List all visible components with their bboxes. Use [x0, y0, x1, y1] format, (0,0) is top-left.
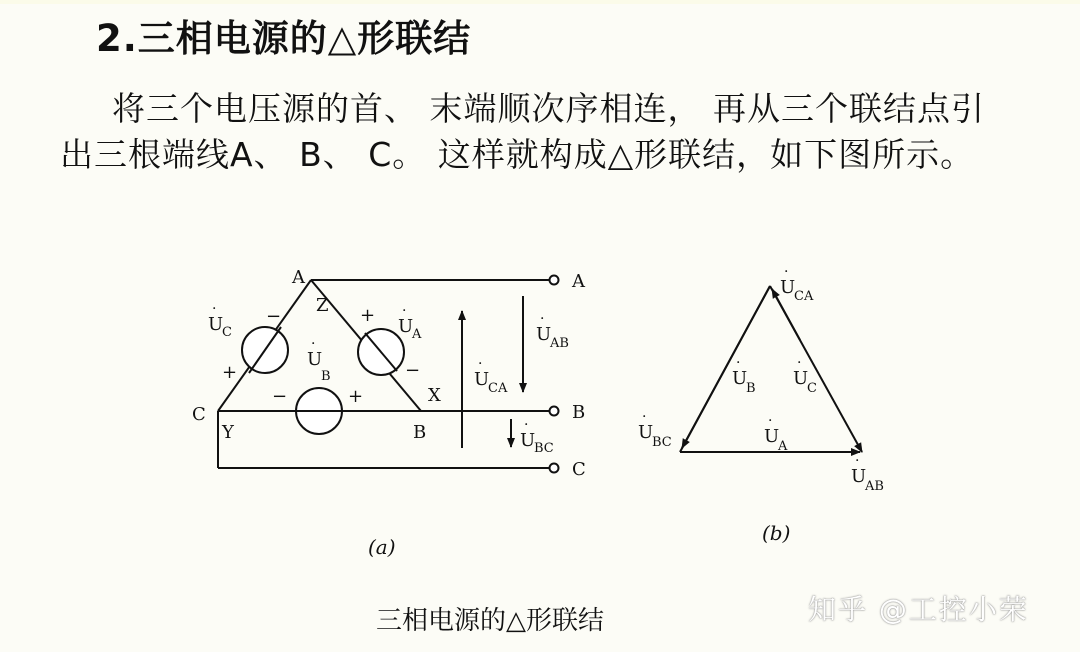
- node-label-x: X: [428, 385, 441, 406]
- source-b-sub: B: [321, 369, 331, 384]
- svg-text:·: ·: [311, 336, 316, 352]
- uab-sub: AB: [550, 336, 569, 351]
- terminal-dot-b: [550, 407, 559, 416]
- figure-a-labels: [192, 267, 586, 559]
- terminal-label-c: C: [572, 459, 586, 480]
- vec-uab-symbol: U: [851, 466, 867, 487]
- ubc-symbol: U: [520, 430, 536, 451]
- svg-text:·: ·: [797, 355, 802, 371]
- svg-text:·: ·: [540, 311, 545, 327]
- source-c-plus: +: [222, 362, 238, 383]
- source-c-minus: −: [266, 306, 282, 327]
- vec-ua-sub: A: [778, 439, 788, 454]
- uca-sub: CA: [488, 381, 508, 396]
- svg-text:·: ·: [736, 355, 741, 371]
- node-label-z: Z: [316, 295, 329, 316]
- node-label-a: A: [292, 267, 305, 288]
- terminal-dot-a: [550, 276, 559, 285]
- source-a-plus: +: [360, 305, 376, 326]
- figure-b-label: (b): [762, 521, 791, 545]
- source-b-minus: −: [272, 386, 288, 407]
- vec-uc-sub: C: [807, 381, 817, 396]
- vec-ua-symbol: U: [764, 426, 780, 447]
- source-b-symbol: U: [307, 349, 323, 370]
- source-b-plus: +: [348, 386, 364, 407]
- svg-text:·: ·: [402, 303, 407, 319]
- terminal-label-a: A: [572, 271, 585, 292]
- source-a-sub: A: [412, 327, 422, 342]
- vec-uca-symbol: U: [780, 277, 796, 298]
- terminal-label-b: B: [572, 402, 586, 423]
- figure-b-labels: [638, 264, 884, 545]
- node-label-c: C: [192, 404, 206, 425]
- description-paragraph: 将三个电压源的首、 末端顺次序相连， 再从三个联结点引出三根端线A、 B、 C。 这样就构成△形联结，如下图所示。: [60, 89, 985, 174]
- uab-symbol: U: [536, 324, 552, 345]
- figure-caption: 三相电源的△形联结: [376, 606, 604, 636]
- uca-symbol: U: [474, 369, 490, 390]
- source-c-symbol: U: [208, 314, 224, 335]
- vec-uca-sub: CA: [794, 289, 814, 304]
- svg-text:·: ·: [212, 301, 217, 317]
- svg-text:·: ·: [768, 413, 773, 429]
- svg-text:·: ·: [478, 356, 483, 372]
- vec-ub-sub: B: [746, 381, 756, 396]
- vector-ubc: [682, 286, 773, 448]
- figure-a-label: (a): [368, 535, 396, 559]
- source-a-symbol: U: [398, 316, 414, 337]
- vec-ub-symbol: U: [732, 368, 748, 389]
- vec-uc-symbol: U: [793, 368, 809, 389]
- svg-text:·: ·: [784, 264, 789, 280]
- watermark: 知乎 @工控小荣: [808, 593, 1029, 626]
- svg-text:·: ·: [855, 453, 860, 469]
- svg-text:·: ·: [642, 409, 647, 425]
- source-a-minus: −: [405, 360, 421, 381]
- node-label-b: B: [413, 422, 427, 443]
- vec-uab-sub: AB: [865, 479, 884, 494]
- svg-text:·: ·: [524, 417, 529, 433]
- terminal-dot-c: [550, 464, 559, 473]
- vec-ubc-sub: BC: [652, 435, 672, 450]
- node-label-y: Y: [222, 422, 234, 443]
- vec-ubc-symbol: U: [638, 422, 654, 443]
- section-heading: 2.三相电源的△形联结: [96, 17, 472, 60]
- ubc-sub: BC: [534, 441, 554, 456]
- source-c-sub: C: [222, 325, 232, 340]
